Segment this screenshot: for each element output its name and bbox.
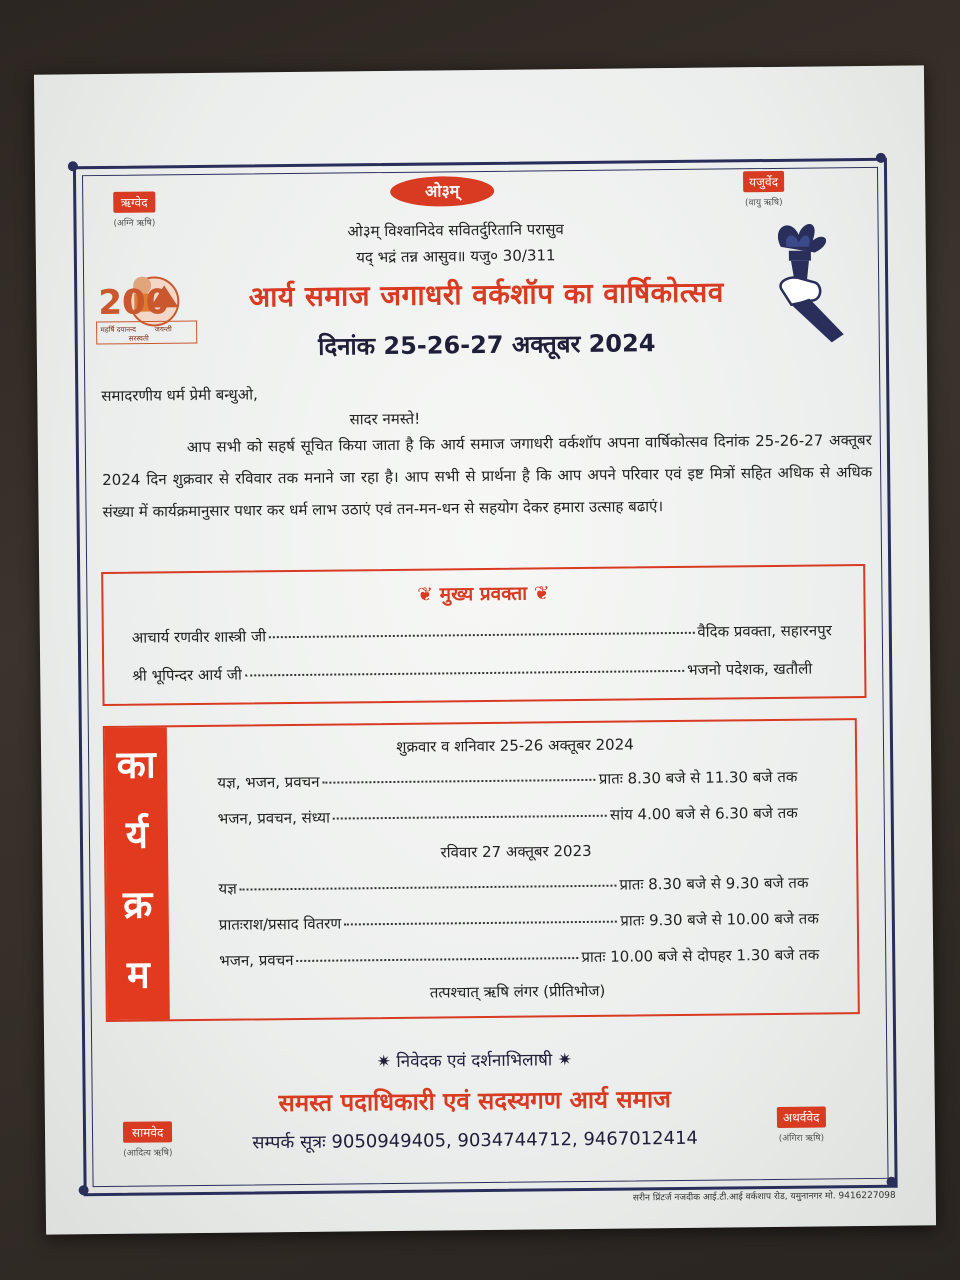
event-date: दिनांक 25-26-27 अक्तूबर 2024 bbox=[318, 329, 656, 361]
organizers-line: समस्त पदाधिकारी एवं सदस्यगण आर्य समाज bbox=[278, 1085, 672, 1118]
program-section bbox=[103, 718, 860, 1022]
schedule-row bbox=[219, 909, 819, 935]
mantra-line-1: ओ३म् विश्वानिदेव सवितर्दुरितानि परासुव bbox=[347, 220, 564, 241]
schedule-row bbox=[219, 945, 819, 971]
side-letter: क्र bbox=[122, 882, 153, 927]
schedule-time: प्रातः 9.30 बजे से 10.00 बजे तक bbox=[620, 909, 819, 930]
day2-heading: रविवार 27 अक्तूबर 2023 bbox=[440, 841, 592, 862]
invitation-body: आप सभी को सहर्ष सूचित किया जाता है कि आर्य समाज जगाधरी वर्कशॉप अपना वार्षिकोत्सव दिनांक 25-26-27 अक्तूबर 2024 दिन शुक्रवार से रविवार तक मनाने जा रहा है। आप सभी से प्रार्थना है कि आप अपने परिवार एवं इष्ट मित्रों सहित अधिक से अधिक संख्या में कार्यक्रमानुसार पधार कर धर्म लाभ उठाएं एवं तन-मन-धन से सहयोग देकर हमारा उत्साह बढाएं। bbox=[102, 430, 873, 521]
logo-numeral: 200 bbox=[98, 282, 170, 324]
schedule-row bbox=[217, 767, 797, 793]
schedule-time: प्रातः 8.30 बजे से 11.30 बजे तक bbox=[598, 767, 798, 788]
schedule-row bbox=[218, 803, 798, 829]
side-letter: का bbox=[116, 742, 156, 787]
contact-numbers: 9050949405, 9034744712, 9467012414 bbox=[331, 1127, 699, 1153]
speaker-row bbox=[132, 620, 832, 647]
veda-badge-rig bbox=[113, 191, 155, 228]
corner-ornament bbox=[887, 1177, 897, 1187]
printer-credit: सरीन प्रिंटर्ज नजदीक आई.टी.आई वर्कशाप रोड, यमुनानगर मो. 9416227098 bbox=[632, 1190, 896, 1204]
day1-heading: शुक्रवार व शनिवार 25-26 अक्तूबर 2024 bbox=[396, 735, 634, 756]
schedule-event: भजन, प्रवचन bbox=[219, 951, 294, 970]
schedule-event: प्रातःराश/प्रसाद वितरण bbox=[218, 914, 342, 934]
side-letter: र्य bbox=[125, 812, 149, 857]
logo-text: महर्षि दयानन्द bbox=[100, 325, 137, 335]
veda-badge-sama bbox=[123, 1121, 173, 1159]
ornament-icon: ❦ bbox=[417, 583, 434, 606]
feast-note: तत्पश्चात् ऋषि लंगर (प्रीतिभोज) bbox=[429, 981, 606, 1002]
program-side-label bbox=[105, 727, 170, 1020]
veda-name: ऋग्वेद bbox=[113, 191, 155, 212]
logo-text: सरस्वती bbox=[128, 334, 149, 343]
veda-rishi: (अंगिरा ऋषि) bbox=[778, 1133, 825, 1144]
om-badge: ओ३म् bbox=[390, 176, 494, 207]
speaker-name: श्री भूपिन्दर आर्य जी bbox=[132, 665, 242, 685]
speaker-name: आचार्य रणवीर शास्त्री जी bbox=[131, 627, 267, 647]
veda-name: अथर्ववेद bbox=[777, 1106, 826, 1128]
veda-rishi: (अग्नि ऋषि) bbox=[113, 218, 156, 229]
salutation: समादरणीय धर्म प्रेमी बन्धुओ, bbox=[101, 385, 258, 406]
schedule-event: यज्ञ, भजन, प्रवचन bbox=[217, 772, 320, 792]
speakers-section bbox=[101, 564, 866, 706]
greeting: सादर नमस्ते! bbox=[349, 409, 421, 429]
flyer-sheet bbox=[34, 65, 936, 1234]
nivedak-line: ✷ निवेदक एवं दर्शनाभिलाषी ✷ bbox=[376, 1050, 573, 1073]
veda-badge-yajur bbox=[743, 171, 784, 208]
corner-ornament bbox=[68, 161, 78, 171]
speakers-heading bbox=[103, 576, 863, 610]
veda-rishi: (आदित्य ऋषि) bbox=[123, 1148, 173, 1159]
schedule-event: भजन, प्रवचन, संध्या bbox=[217, 808, 331, 828]
veda-rishi: (वायु ऋषि) bbox=[744, 197, 783, 209]
side-letter: म bbox=[126, 952, 150, 997]
veda-name: सामवेद bbox=[123, 1121, 172, 1143]
schedule-time: प्रातः 8.30 बजे से 9.30 बजे तक bbox=[619, 873, 809, 894]
speaker-role: भजनो पदेशक, खतौली bbox=[686, 659, 813, 679]
mantra-line-2: यद् भद्रं तन्न आसुव॥ यजु० 30/311 bbox=[356, 246, 556, 267]
speakers-heading-text: मुख्य प्रवक्ता bbox=[439, 582, 528, 606]
speaker-role: वैदिक प्रवक्ता, सहारनपुर bbox=[697, 621, 832, 641]
logo-text: जयन्ती bbox=[154, 325, 172, 334]
schedule-time: सांय 4.00 बजे से 6.30 बजे तक bbox=[609, 803, 798, 824]
schedule-row bbox=[218, 873, 808, 899]
schedule-time: प्रातः 10.00 बजे से दोपहर 1.30 बजे तक bbox=[581, 945, 820, 967]
contact-label: सम्पर्क सूत्रः bbox=[252, 1131, 326, 1154]
veda-name: यजुर्वेद bbox=[743, 171, 784, 192]
corner-ornament bbox=[876, 153, 886, 163]
ornament-icon: ❦ bbox=[533, 582, 550, 605]
schedule-event: यज्ञ bbox=[218, 879, 237, 898]
corner-ornament bbox=[79, 1185, 89, 1195]
event-title: आर्य समाज जगाधरी वर्कशॉप का वार्षिकोत्सव bbox=[248, 275, 724, 314]
speaker-row bbox=[132, 659, 812, 686]
